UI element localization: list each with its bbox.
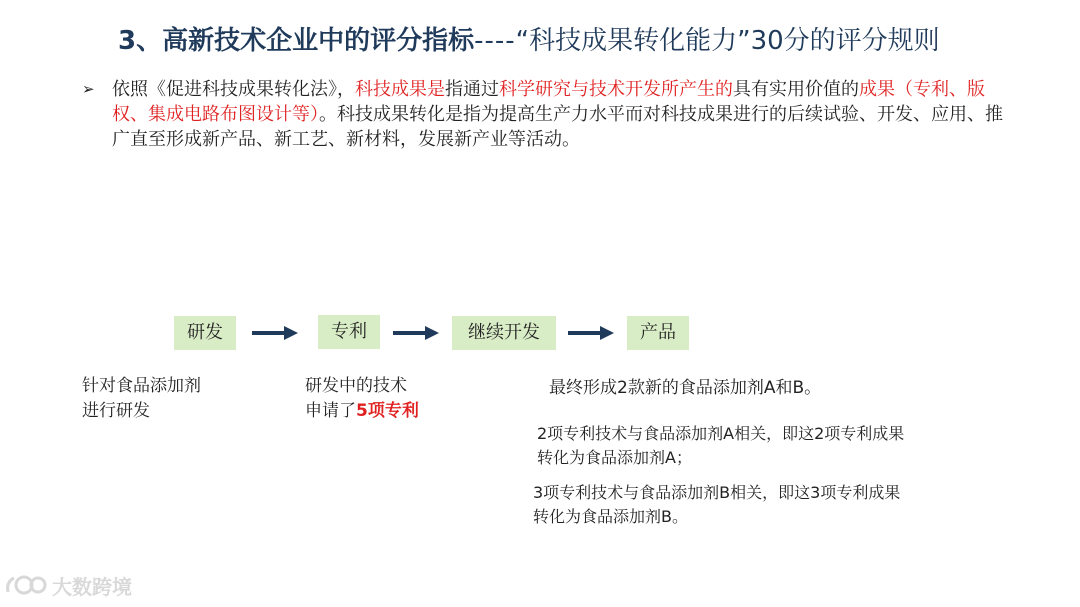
title-dashes: ---- xyxy=(474,26,516,56)
para-seg-3: 指通过 xyxy=(445,79,499,100)
watermark xyxy=(4,569,132,601)
note-research-line1: 针对食品添加剂 xyxy=(82,376,201,396)
para-seg-7: 。科技成果转化是指为提高生产力水平而对科技成果进行的后续试验、开发、应用、推广直至形成新产品、新工艺、新材料，发展新产业等活动。 xyxy=(112,104,1003,150)
flow-step-research: 研发 xyxy=(174,316,236,350)
title-suffix: “科技成果转化能力”30分的评分规则 xyxy=(515,26,940,56)
flow-arrow-2-icon xyxy=(393,322,439,344)
para-seg-6: 成果（专利、版权、集成电路布图设计等） xyxy=(112,79,985,125)
note-research-line2: 进行研发 xyxy=(82,401,150,421)
note-additive-a xyxy=(537,422,904,470)
para-seg-4: 科学研究与技术开发所产生的 xyxy=(499,79,733,100)
note-patent-line2 xyxy=(305,399,419,424)
note-a-line1: 2项专利技术与食品添加剂A相关，即这2项专利成果 xyxy=(537,424,905,443)
note-patent-line1: 研发中的技术 xyxy=(305,376,407,396)
flow-step-patent: 专利 xyxy=(318,315,380,349)
intro-text xyxy=(112,77,1012,152)
flow-arrow-1-icon xyxy=(252,322,298,344)
intro-paragraph xyxy=(82,77,1012,152)
note-b-line1: 3项专利技术与食品添加剂B相关，即这3项专利成果 xyxy=(533,483,901,502)
note-b-line2: 转化为食品添加剂B。 xyxy=(533,507,688,526)
note-research xyxy=(82,374,201,424)
bullet-arrow-icon: ➢ xyxy=(82,80,95,98)
slide-title xyxy=(118,20,1068,57)
flow-arrow-3-icon xyxy=(568,322,614,344)
note-patent-prefix: 申请了 xyxy=(305,401,356,421)
note-patent-count: 5项专利 xyxy=(356,401,419,421)
para-seg-1: 依照《促进科技成果转化法》， xyxy=(112,79,355,100)
note-a-line2: 转化为食品添加剂A； xyxy=(537,448,692,467)
para-seg-5: 具有实用价值的 xyxy=(733,79,859,100)
title-prefix: 3、高新技术企业中的评分指标 xyxy=(118,26,475,56)
note-final: 最终形成2款新的食品添加剂A和B。 xyxy=(549,378,822,398)
flow-step-continue-dev: 继续开发 xyxy=(452,316,556,350)
note-additive-b xyxy=(533,481,900,529)
note-patent xyxy=(305,374,419,424)
weibo-eye-logo-icon xyxy=(4,572,48,598)
para-seg-2: 科技成果是 xyxy=(355,79,445,100)
watermark-text: 大数跨境 xyxy=(52,574,132,599)
flow-step-product: 产品 xyxy=(627,316,689,350)
